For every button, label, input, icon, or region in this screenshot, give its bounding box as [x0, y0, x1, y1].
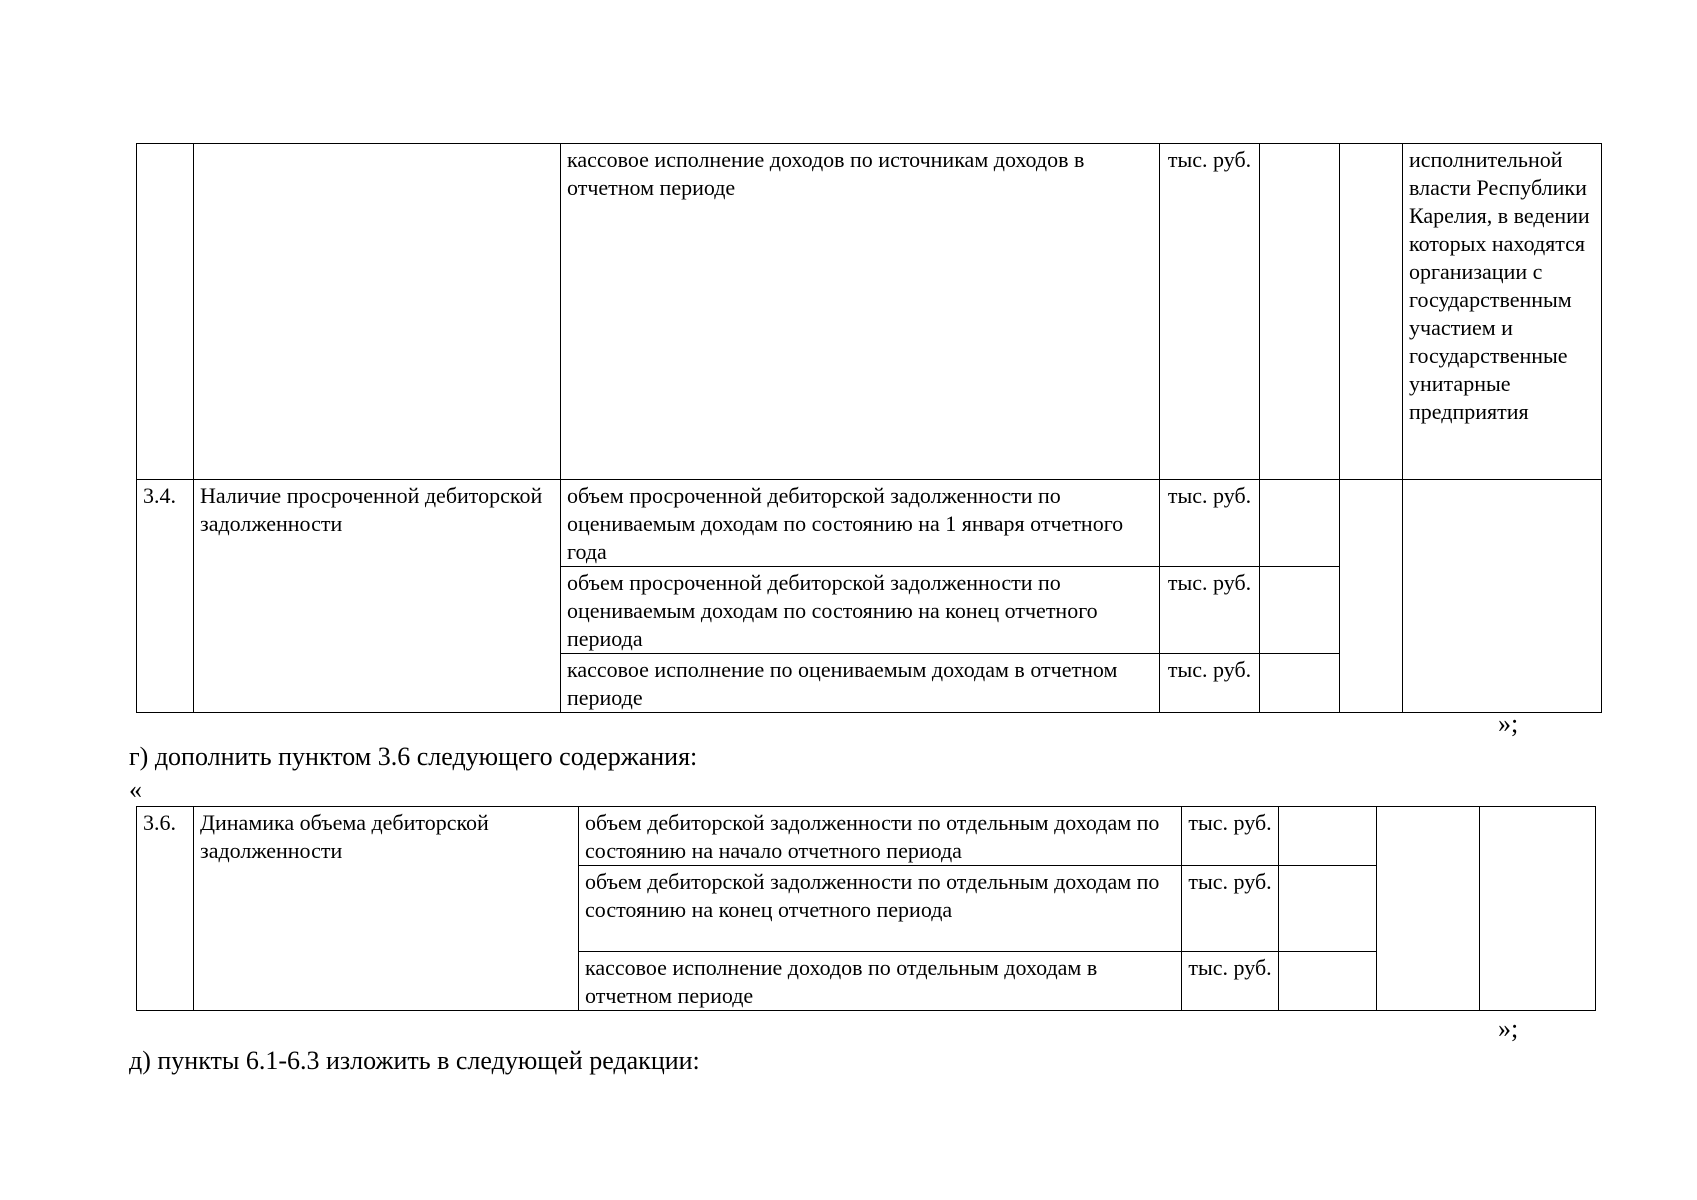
value-cell	[1260, 654, 1340, 713]
row-number-cell: 3.6.	[137, 807, 194, 1011]
unit-cell: тыс. руб.	[1160, 480, 1260, 567]
value-cell	[1340, 480, 1403, 713]
indicators-table-continuation	[136, 143, 1602, 713]
responsible-cell	[1480, 807, 1596, 1011]
indicator-name-cell: Наличие просроченной дебиторской задолженности	[194, 480, 561, 713]
indicator-description-cell: объем просроченной дебиторской задолженности по оцениваемым доходам по состоянию на 1 января отчетного года	[561, 480, 1160, 567]
value-cell	[1279, 807, 1377, 866]
value-cell	[1377, 807, 1480, 1011]
indicator-description-cell: объем дебиторской задолженности по отдельным доходам по состоянию на конец отчетного периода	[579, 866, 1182, 952]
responsible-cell: исполнительной власти Республики Карелия, в ведении которых находятся организации с государственным участием и государственные унитарные предприятия	[1403, 144, 1602, 480]
row-number-cell	[137, 144, 194, 480]
value-cell	[1279, 866, 1377, 952]
value-cell	[1260, 480, 1340, 567]
table-row	[137, 807, 1596, 866]
unit-cell: тыс. руб.	[1160, 654, 1260, 713]
value-cell	[1279, 952, 1377, 1011]
paragraph-g: г) дополнить пунктом 3.6 следующего содержания:	[129, 742, 698, 771]
closing-quote: »;	[1498, 709, 1519, 738]
table-row	[137, 480, 1602, 567]
table-row	[137, 144, 1602, 480]
closing-quote: »;	[1498, 1014, 1519, 1043]
indicator-name-cell	[194, 144, 561, 480]
indicator-description-cell: кассовое исполнение по оцениваемым доходам в отчетном периоде	[561, 654, 1160, 713]
indicator-description-cell: объем дебиторской задолженности по отдельным доходам по состоянию на начало отчетного периода	[579, 807, 1182, 866]
indicators-table-3-6	[136, 806, 1596, 1011]
row-number-cell: 3.4.	[137, 480, 194, 713]
unit-cell: тыс. руб.	[1160, 144, 1260, 480]
value-cell	[1260, 567, 1340, 654]
responsible-cell	[1403, 480, 1602, 713]
paragraph-d: д) пункты 6.1-6.3 изложить в следующей редакции:	[129, 1046, 700, 1075]
indicator-description-cell: кассовое исполнение доходов по источникам доходов в отчетном периоде	[561, 144, 1160, 480]
unit-cell: тыс. руб.	[1182, 952, 1279, 1011]
indicator-name-cell: Динамика объема дебиторской задолженности	[194, 807, 579, 1011]
unit-cell: тыс. руб.	[1182, 866, 1279, 952]
value-cell	[1260, 144, 1340, 480]
opening-quote: «	[129, 775, 142, 804]
value-cell	[1340, 144, 1403, 480]
indicator-description-cell: объем просроченной дебиторской задолженности по оцениваемым доходам по состоянию на конец отчетного периода	[561, 567, 1160, 654]
unit-cell: тыс. руб.	[1160, 567, 1260, 654]
unit-cell: тыс. руб.	[1182, 807, 1279, 866]
indicator-description-cell: кассовое исполнение доходов по отдельным доходам в отчетном периоде	[579, 952, 1182, 1011]
